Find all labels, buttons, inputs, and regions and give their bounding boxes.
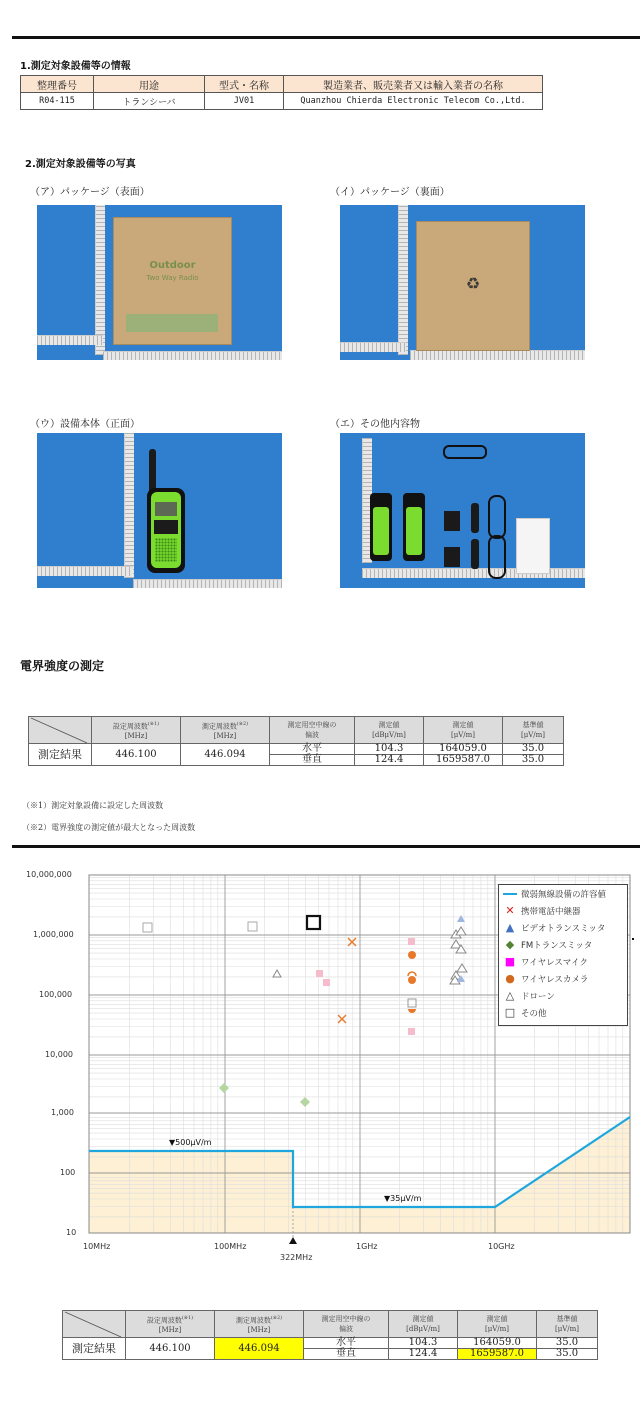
row-label: 測定結果 bbox=[29, 744, 92, 766]
y-tick: 10,000,000 bbox=[26, 870, 72, 879]
package-box bbox=[113, 217, 232, 345]
meas-freq-value: 446.094 bbox=[181, 744, 270, 766]
hdr-meas-freq bbox=[215, 1311, 304, 1338]
hdr-meas-freq bbox=[181, 717, 270, 744]
note-ref: (※1) bbox=[147, 720, 160, 727]
dbuv-h: 104.3 bbox=[355, 744, 424, 755]
measurement-title: 電界強度の測定 bbox=[20, 659, 105, 673]
ruler bbox=[37, 335, 103, 345]
ruler bbox=[95, 205, 105, 355]
stray-dot bbox=[632, 938, 634, 940]
line-icon bbox=[503, 893, 517, 895]
hdr-unit: [MHz] bbox=[247, 1326, 271, 1335]
radio-face bbox=[406, 507, 422, 555]
hdr-text: 測定周波数 bbox=[235, 1316, 271, 1325]
hdr-text: 測定用空中線の bbox=[321, 1315, 371, 1323]
uv-h: 164059.0 bbox=[424, 744, 503, 755]
ruler bbox=[133, 579, 282, 588]
legend-label: ドローン bbox=[521, 991, 555, 1002]
ruler bbox=[362, 568, 585, 578]
hdr-set-freq bbox=[126, 1311, 215, 1338]
y-tick: 100,000 bbox=[39, 990, 73, 999]
hdr-unit: [dBμV/m] bbox=[406, 1325, 440, 1333]
meas-freq-value-highlighted: 446.094 bbox=[215, 1338, 304, 1360]
box-text: Outdoor bbox=[149, 260, 196, 271]
circle-icon: ● bbox=[505, 972, 515, 985]
ruler bbox=[103, 351, 282, 360]
hdr-unit: [μV/m] bbox=[484, 1325, 510, 1333]
photo-other-contents bbox=[340, 433, 585, 588]
uv-v-highlighted: 1659587.0 bbox=[458, 1349, 537, 1360]
hdr-unit: [dBμV/m] bbox=[372, 731, 406, 739]
usb-cable bbox=[443, 445, 487, 459]
radio-keypad bbox=[154, 520, 178, 534]
hdr-unit: [μV/m] bbox=[554, 1325, 580, 1333]
ruler bbox=[340, 342, 406, 352]
hdr-unit: 偏波 bbox=[305, 731, 319, 739]
row-label: 測定結果 bbox=[63, 1338, 126, 1360]
hdr-dbuv bbox=[389, 1311, 458, 1338]
x-tick: 10MHz bbox=[83, 1242, 111, 1251]
col-header: 型式・名称 bbox=[205, 76, 284, 93]
ruler bbox=[37, 566, 133, 576]
hdr-text: 基準値 bbox=[556, 1315, 578, 1323]
hdr-polarization bbox=[270, 717, 355, 744]
section2-title: 2.測定対象設備等の写真 bbox=[25, 159, 136, 170]
photo-caption-d: （エ）その他内容物 bbox=[330, 419, 420, 430]
belt-clip bbox=[444, 511, 460, 531]
marker-322mhz-triangle bbox=[289, 1237, 297, 1244]
hdr-unit: 偏波 bbox=[339, 1325, 353, 1333]
limit-500-label: ▼500μV/m bbox=[169, 1138, 212, 1147]
uv-v: 1659587.0 bbox=[424, 755, 503, 766]
lanyard bbox=[488, 495, 506, 539]
std-v: 35.0 bbox=[537, 1349, 598, 1360]
hdr-text: 測定周波数 bbox=[201, 722, 237, 731]
radio-unit bbox=[370, 493, 392, 561]
set-freq-value: 446.100 bbox=[126, 1338, 215, 1360]
legend-item bbox=[499, 1004, 627, 1021]
diagonal-cell bbox=[63, 1311, 126, 1338]
y-tick: 100 bbox=[60, 1168, 76, 1177]
note-ref: (※2) bbox=[270, 1314, 283, 1321]
hdr-text: 設定周波数 bbox=[146, 1316, 182, 1325]
legend-item bbox=[499, 885, 627, 902]
hdr-set-freq bbox=[92, 717, 181, 744]
battery-cover bbox=[471, 539, 479, 569]
hdr-dbuv bbox=[355, 717, 424, 744]
set-freq-value: 446.100 bbox=[92, 744, 181, 766]
x-tick: 10GHz bbox=[488, 1242, 515, 1251]
chart-legend bbox=[498, 884, 628, 1026]
square-outline-icon: □ bbox=[504, 1006, 516, 1019]
std-h: 35.0 bbox=[537, 1338, 598, 1349]
cell-model: JV01 bbox=[205, 93, 284, 110]
hdr-unit: [μV/m] bbox=[450, 731, 476, 739]
note-ref: (※1) bbox=[181, 1314, 194, 1321]
note-ref: (※2) bbox=[236, 720, 249, 727]
cell-id: R04-115 bbox=[21, 93, 94, 110]
cell-maker: Quanzhou Chierda Electronic Telecom Co.,Ltd. bbox=[284, 93, 543, 110]
radio-unit bbox=[403, 493, 425, 561]
hdr-text: 測定値 bbox=[452, 721, 474, 729]
lanyard bbox=[488, 535, 506, 579]
hdr-text: 測定値 bbox=[378, 721, 400, 729]
square-icon: ■ bbox=[504, 955, 516, 968]
photo-package-front bbox=[37, 205, 282, 360]
hdr-unit: [MHz] bbox=[124, 732, 148, 741]
legend-label: FMトランスミッタ bbox=[521, 940, 593, 951]
section1-title: 1.測定対象設備等の情報 bbox=[20, 61, 131, 72]
belt-clip bbox=[444, 547, 460, 567]
chart-rule bbox=[12, 845, 640, 848]
dbuv-v: 124.4 bbox=[355, 755, 424, 766]
footnote-1: （※1）測定対象設備に設定した周波数 bbox=[22, 801, 164, 810]
hdr-std bbox=[503, 717, 564, 744]
legend-label: ワイヤレスマイク bbox=[521, 957, 588, 968]
col-header: 用途 bbox=[94, 76, 205, 93]
triangle-icon: ▲ bbox=[505, 921, 515, 934]
legend-label: その他 bbox=[521, 1008, 547, 1019]
legend-item bbox=[499, 936, 627, 953]
user-manual bbox=[516, 518, 550, 574]
x-tick-322mhz: 322MHz bbox=[280, 1253, 313, 1262]
hdr-unit: [MHz] bbox=[213, 732, 237, 741]
ruler bbox=[410, 350, 585, 360]
hdr-text: 設定周波数 bbox=[112, 722, 148, 731]
x-tick: 100MHz bbox=[214, 1242, 247, 1251]
pol-v: 垂直 bbox=[270, 755, 355, 766]
box-label-band bbox=[126, 314, 218, 332]
recycle-icon: ♻ bbox=[465, 274, 481, 293]
device-info-table bbox=[20, 75, 543, 110]
radio-face bbox=[151, 492, 181, 568]
pol-v: 垂直 bbox=[304, 1349, 389, 1360]
hdr-unit: [MHz] bbox=[158, 1326, 182, 1335]
x-icon: ✕ bbox=[505, 904, 515, 917]
diamond-icon: ◆ bbox=[505, 938, 515, 951]
hdr-text: 基準値 bbox=[522, 721, 544, 729]
legend-item bbox=[499, 970, 627, 987]
y-tick: 1,000 bbox=[51, 1108, 74, 1117]
y-tick: 10,000 bbox=[45, 1050, 73, 1059]
hdr-unit: [μV/m] bbox=[520, 731, 546, 739]
photo-caption-b: （イ）パッケージ（裏面） bbox=[330, 187, 450, 198]
hdr-text: 測定用空中線の bbox=[287, 721, 337, 729]
radio-speaker-grille bbox=[155, 538, 177, 562]
radio-face bbox=[373, 507, 389, 555]
hdr-uv bbox=[458, 1311, 537, 1338]
pol-h: 水平 bbox=[304, 1338, 389, 1349]
diagonal-cell bbox=[29, 717, 92, 744]
legend-item bbox=[499, 919, 627, 936]
radio-body bbox=[147, 488, 185, 573]
box-text: Two Way Radio bbox=[146, 274, 199, 282]
hdr-polarization bbox=[304, 1311, 389, 1338]
legend-label: 携帯電話中継器 bbox=[521, 906, 581, 917]
triangle-outline-icon: △ bbox=[505, 989, 515, 1002]
package-box bbox=[416, 221, 530, 351]
photo-device-front bbox=[37, 433, 282, 588]
ruler bbox=[124, 433, 134, 578]
hdr-text: 測定値 bbox=[486, 1315, 508, 1323]
std-v: 35.0 bbox=[503, 755, 564, 766]
limit-35-label: ▼35μV/m bbox=[384, 1194, 422, 1203]
col-header: 整理番号 bbox=[21, 76, 94, 93]
measurement-table bbox=[28, 716, 564, 766]
hdr-std bbox=[537, 1311, 598, 1338]
ruler bbox=[398, 205, 408, 355]
dbuv-h: 104.3 bbox=[389, 1338, 458, 1349]
hdr-text: 測定値 bbox=[412, 1315, 434, 1323]
radio-screen bbox=[155, 502, 177, 516]
diagonal-line bbox=[63, 1311, 121, 1337]
col-header: 製造業者、販売業者又は輸入業者の名称 bbox=[284, 76, 543, 93]
uv-h: 164059.0 bbox=[458, 1338, 537, 1349]
photo-caption-a: （ア）パッケージ（表面） bbox=[30, 187, 150, 198]
legend-label: ビデオトランスミッタ bbox=[521, 923, 606, 934]
legend-label: 微弱無線設備の許容値 bbox=[521, 889, 607, 900]
dbuv-v: 124.4 bbox=[389, 1349, 458, 1360]
std-h: 35.0 bbox=[503, 744, 564, 755]
x-tick: 1GHz bbox=[356, 1242, 378, 1251]
legend-label: ワイヤレスカメラ bbox=[521, 974, 589, 985]
legend-item bbox=[499, 987, 627, 1004]
measurement-table-highlighted bbox=[62, 1310, 598, 1360]
photo-package-back bbox=[340, 205, 585, 360]
pol-h: 水平 bbox=[270, 744, 355, 755]
diagonal-line bbox=[29, 717, 87, 743]
y-tick: 10 bbox=[66, 1228, 77, 1237]
battery-cover bbox=[471, 503, 479, 533]
footnote-2: （※2）電界強度の測定値が最大となった周波数 bbox=[22, 823, 196, 832]
legend-item bbox=[499, 953, 627, 970]
y-tick: 1,000,000 bbox=[33, 930, 74, 939]
cell-use: トランシーバ bbox=[94, 93, 205, 110]
top-rule bbox=[12, 36, 640, 39]
photo-caption-c: （ウ）設備本体（正面） bbox=[30, 419, 140, 430]
hdr-uv bbox=[424, 717, 503, 744]
legend-item bbox=[499, 902, 627, 919]
